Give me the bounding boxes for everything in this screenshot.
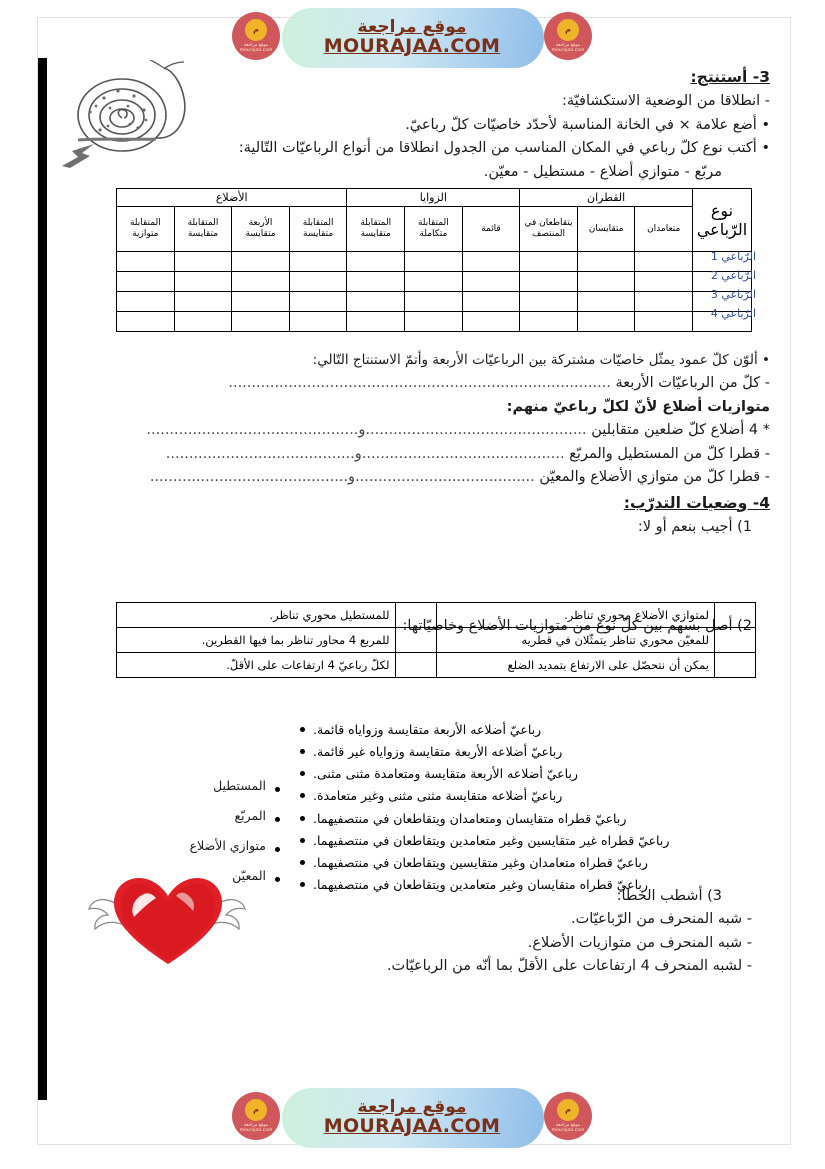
conclusion-line-1-dots[interactable]: ................................................................................... (228, 375, 611, 392)
cell[interactable] (347, 252, 405, 272)
matching-shape-2: متوازي الأضلاع (189, 838, 266, 854)
cell[interactable] (174, 272, 232, 292)
tf-statement-right-0: للمستطيل محوري تناظر. (117, 603, 396, 628)
cell[interactable] (635, 272, 693, 292)
watermark-badge-left (232, 1092, 280, 1140)
section3-bullet-2: • أكتب نوع كلّ رباعي في المكان المناسب من الجدول انطلاقا من أنواع الرباعيّات التّالية: (238, 140, 770, 157)
row-label-quad-1: الرّباعي 1 (710, 250, 756, 263)
cell[interactable] (462, 312, 520, 332)
list-item[interactable] (300, 810, 770, 828)
props-col-angles-opposite-equal: المتقابلة متقايسة (347, 207, 405, 252)
question-3-item-0: - شبه المنحرف من الرّباعيّات. (571, 911, 752, 928)
props-group-angles: الزوايا (347, 189, 520, 207)
cell[interactable] (117, 292, 175, 312)
matching-property-6: رباعيّ قطراه متعامدان وغير متقايسين ويتقاطعان في منتصفيهما. (313, 854, 648, 870)
matching-property-0: رباعيّ أضلاعه الأربعة متقايسة وزواياه قائمة. (313, 722, 542, 737)
watermark-arabic-label: موقع مراجعة (357, 17, 467, 38)
cell[interactable] (520, 292, 578, 312)
conclusion-line-1-text: - كلّ من الرباعيّات الأربعة (615, 375, 770, 392)
cell[interactable] (405, 272, 463, 292)
section3-intro: - انطلاقا من الوضعية الاستكشافيّة: (562, 93, 770, 110)
list-item[interactable] (300, 721, 770, 739)
bullet-dot-icon[interactable] (300, 860, 305, 865)
row-label-quad-3: الرّباعي 3 (710, 288, 756, 301)
props-col-diagonals-equal: متقايسان (577, 207, 635, 252)
cell[interactable] (635, 312, 693, 332)
row-label-quad-4: الرّباعي 4 (710, 307, 756, 320)
true-false-table-wrapper (116, 602, 756, 678)
section3-types-line: مربّع - متوازي أضلاع - مستطيل - معيّن. (483, 163, 722, 180)
conclusion-line-5 (54, 466, 770, 489)
matching-property-2: رباعيّ أضلاعه الأربعة متقايسة ومتعامدة مثنى مثنى. (313, 766, 578, 782)
cell[interactable] (462, 272, 520, 292)
cell[interactable] (117, 252, 175, 272)
watermark-badge-right (544, 12, 592, 60)
cell[interactable] (289, 292, 347, 312)
cell[interactable] (289, 252, 347, 272)
cell[interactable] (347, 272, 405, 292)
props-col-diagonals-perpendicular: متعامدان (635, 207, 693, 252)
cell[interactable] (577, 312, 635, 332)
conclusion-bullet: • ألوّن كلّ عمود يمثّل خاصيّات مشتركة بين الرباعيّات الأربعة وأتمّ الاستنتاج التّالي: (312, 352, 770, 369)
cell[interactable] (405, 252, 463, 272)
list-item[interactable] (300, 854, 770, 872)
props-table-row-labels (710, 247, 756, 323)
cell[interactable] (232, 252, 290, 272)
quadrilateral-properties-table (116, 188, 752, 332)
question-3-label: 3) أشطب الخطأ: (616, 887, 722, 904)
watermark-text-bottom (324, 1099, 500, 1137)
conclusion-line-3 (54, 419, 770, 442)
props-group-diagonals: القطران (520, 189, 693, 207)
bullet-dot-icon[interactable] (300, 727, 305, 732)
list-item[interactable] (300, 743, 770, 761)
tf-statement-left-2: يمكن أن نتحصّل على الارتفاع بتمديد الضلع (436, 653, 715, 678)
watermark-badge-right (544, 1092, 592, 1140)
conclusion-line-3-text: * 4 أضلاع كلّ ضلعين متقابلين (591, 422, 770, 439)
cell[interactable] (289, 312, 347, 332)
props-group-header-row (117, 189, 752, 207)
matching-property-3: رباعيّ أضلاعه متقايسة مثنى مثنى وغير متعامدة. (313, 788, 563, 804)
watermark-badge-caption: موقع مراجعة mourajaa.com (239, 1122, 273, 1133)
watermark-badge-caption: موقع مراجعة mourajaa.com (239, 42, 273, 53)
watermark-badge-caption: موقع مراجعة mourajaa.com (551, 1122, 585, 1133)
conclusion-line-3-dots[interactable]: ................................................و.............................................. (146, 422, 587, 439)
cell[interactable] (577, 272, 635, 292)
tf-answer-cell-left-0[interactable] (715, 603, 756, 628)
cell[interactable] (635, 252, 693, 272)
table-row (117, 653, 756, 678)
list-item[interactable] (300, 787, 770, 805)
bullet-dot-icon[interactable] (275, 877, 280, 882)
watermark-english-label[interactable]: MOURAJAA.COM (323, 34, 501, 57)
list-item[interactable] (300, 876, 770, 894)
true-false-table (116, 602, 756, 678)
table-row[interactable] (117, 272, 752, 292)
cell[interactable] (347, 312, 405, 332)
mourajaa-logo-icon: م (245, 1099, 267, 1121)
props-type-header: نوع الرّباعي (693, 189, 752, 252)
cell[interactable] (174, 292, 232, 312)
matching-property-5: رباعيّ قطراه غير متقايسين وغير متعامدين ويتقاطعان في منتصفيهما. (313, 832, 670, 848)
props-col-diagonals-bisect: يتقاطعان في المنتصف (520, 207, 578, 252)
matching-shapes-column (100, 777, 280, 898)
matching-property-4: رباعيّ قطراه متقايسان ومتعامدان ويتقاطعان في منتصفيهما. (313, 810, 627, 826)
props-subheader-row (117, 207, 752, 252)
tf-answer-cell-right-2[interactable] (395, 653, 436, 678)
cell[interactable] (520, 252, 578, 272)
table-row[interactable] (117, 252, 752, 272)
bullet-dot-icon[interactable] (300, 749, 305, 754)
bullet-dot-icon[interactable] (300, 771, 305, 776)
bullet-dot-icon[interactable] (300, 793, 305, 798)
cell[interactable] (577, 252, 635, 272)
table-row[interactable] (117, 292, 752, 312)
mourajaa-logo-icon: م (245, 19, 267, 41)
table-row (117, 628, 756, 653)
props-col-sides-opposite-parallel: المتقابلة متوازية (117, 207, 175, 252)
table-row[interactable] (117, 312, 752, 332)
conclusion-line-4-dots[interactable]: ............................................و......................................... (165, 445, 565, 462)
matching-shape-1: المربّع (234, 808, 266, 824)
list-item[interactable] (300, 832, 770, 850)
tf-statement-left-1: للمعيّن محوري تناظر يتمثّلان في قطريه (436, 628, 715, 653)
matching-shape-0: المستطيل (213, 778, 266, 793)
cell[interactable] (577, 292, 635, 312)
watermark-badge-caption: موقع مراجعة mourajaa.com (551, 42, 585, 53)
matching-property-7: رباعيّ قطراه متقايسان وغير متعامدين ويتقاطعان في منتصفيهما. (313, 876, 648, 892)
cell[interactable] (174, 252, 232, 272)
mourajaa-logo-icon: م (557, 1099, 579, 1121)
bullet-dot-icon[interactable] (300, 882, 305, 887)
watermark-banner-bottom (232, 1082, 592, 1154)
question-3-item-2: - لشبه المنحرف 4 ارتفاعات على الأقلّ بما أنّه من الرباعيّات. (386, 958, 752, 975)
cell[interactable] (462, 292, 520, 312)
matching-properties-column (300, 721, 770, 898)
row-label-quad-2: الرّباعي 2 (710, 269, 756, 282)
cell[interactable] (520, 272, 578, 292)
matching-shape-3: المعيّن (232, 868, 266, 884)
cell[interactable] (405, 312, 463, 332)
bullet-dot-icon[interactable] (275, 817, 280, 822)
list-item[interactable] (300, 765, 770, 783)
tf-answer-cell-left-1[interactable] (715, 628, 756, 653)
section4-heading: 4- وضعيات التدرّب: (623, 493, 770, 512)
cell[interactable] (520, 312, 578, 332)
tf-statement-right-1: للمربع 4 محاور تناظر بما فيها القطرين. (117, 628, 396, 653)
tf-answer-cell-right-0[interactable] (395, 603, 436, 628)
cell[interactable] (635, 292, 693, 312)
bullet-dot-icon[interactable] (300, 816, 305, 821)
cell[interactable] (289, 272, 347, 292)
list-item[interactable] (100, 837, 280, 855)
page-left-black-bar (38, 58, 47, 1100)
props-col-angles-supplementary: المتقابلة متكاملة (405, 207, 463, 252)
section3-bullet-1: • أضع علامة × في الخانة المناسبة لأحدّد خاصيّات كلّ رباعيّ. (405, 116, 770, 133)
bullet-dot-icon[interactable] (275, 847, 280, 852)
mourajaa-logo-icon: م (557, 19, 579, 41)
watermark-english-label[interactable]: MOURAJAA.COM (323, 1114, 501, 1137)
bullet-dot-icon[interactable] (300, 838, 305, 843)
cell[interactable] (462, 252, 520, 272)
tf-statement-left-0: لمتوازي الأضلاع محوري تناظر. (436, 603, 715, 628)
cell[interactable] (405, 292, 463, 312)
watermark-arabic-label: موقع مراجعة (357, 1097, 467, 1118)
conclusion-line-1 (54, 372, 770, 395)
props-group-sides: الأضلاع (117, 189, 347, 207)
worksheet-page (38, 18, 790, 1144)
bullet-dot-icon[interactable] (275, 787, 280, 792)
tf-statement-right-2: لكلّ رباعيّ 4 ارتفاعات على الأقلّ. (117, 653, 396, 678)
section3-heading: 3- أستنتج: (690, 68, 770, 86)
cell[interactable] (174, 312, 232, 332)
props-col-sides-opposite-equal-2: المتقابلة متقايسة (174, 207, 232, 252)
cell[interactable] (117, 312, 175, 332)
cell[interactable] (232, 312, 290, 332)
question-3-item-1: - شبه المنحرف من متوازيات الأضلاع. (527, 934, 752, 951)
watermark-text-top (324, 19, 500, 57)
conclusion-line-2: متوازيات أضلاع لأنّ لكلّ رباعيّ منهم: (506, 398, 770, 415)
question-2-label: 2) أصل بسهم بين كلّ نوع من متوازيات الأضلاع وخاصيّاتها: (402, 618, 752, 635)
list-item[interactable] (100, 867, 280, 885)
props-col-angles-right: قائمة (462, 207, 520, 252)
cell[interactable] (117, 272, 175, 292)
cell[interactable] (347, 292, 405, 312)
conclusion-line-5-text: - قطرا كلّ من متوازي الأضلاع والمعيّن (539, 469, 770, 486)
table-row (117, 603, 756, 628)
list-item[interactable] (100, 777, 280, 795)
conclusion-line-4-text: - قطرا كلّ من المستطيل والمربّع (569, 445, 770, 462)
watermark-banner-top (232, 2, 592, 74)
tf-answer-cell-left-2[interactable] (715, 653, 756, 678)
props-col-sides-opposite-equal: المتقابلة متقايسة (289, 207, 347, 252)
watermark-badge-left (232, 12, 280, 60)
list-item[interactable] (100, 807, 280, 825)
matching-property-1: رباعيّ أضلاعه الأربعة متقايسة وزواياه غير قائمة. (313, 744, 563, 760)
cell[interactable] (232, 272, 290, 292)
props-col-sides-four-equal: الأربعة متقايسة (232, 207, 290, 252)
quadrilateral-properties-table-wrapper (74, 188, 754, 332)
cell[interactable] (232, 292, 290, 312)
conclusion-line-4 (54, 443, 770, 466)
question-1-label: 1) أجيب بنعم أو لا: (637, 518, 752, 535)
conclusion-line-5-dots[interactable]: .......................................و........................................... (149, 469, 535, 486)
tf-answer-cell-right-1[interactable] (395, 628, 436, 653)
